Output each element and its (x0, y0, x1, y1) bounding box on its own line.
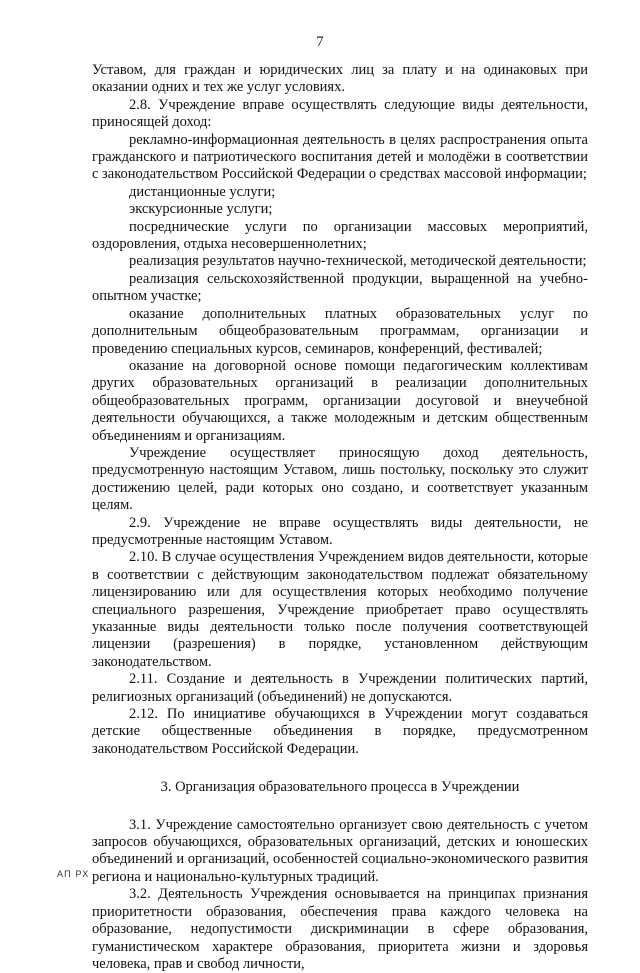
footer-mark: АП РХ (57, 869, 90, 879)
paragraph: реализация результатов научно-технической, методической деятельности; (129, 253, 587, 270)
document-body (92, 62, 588, 973)
paragraph: 2.10. В случае осуществления Учреждением видов деятельности, которые в соответствии с действующим законодательством подлежат обязательному лицензированию или для осуществления которых необходимо получение специального разрешения, Учреждение приобретает право осуществлять указанные виды деятельности только после получения соответствующей лицензии (разрешения) в порядке, установленном действующим законодательством. (92, 549, 588, 670)
paragraph: 2.12. По инициативе обучающихся в Учреждении могут создаваться детские общественные объединения в порядке, предусмотренном законодательством Российской Федерации. (92, 706, 588, 757)
paragraph: 2.11. Создание и деятельность в Учреждении политических партий, религиозных организаций (объединений) не допускаются. (92, 671, 588, 705)
paragraph: дистанционные услуги; (129, 183, 276, 200)
paragraph: оказание на договорной основе помощи педагогическим коллективам других образовательных организаций в реализации дополнительных общеобразовательных программ, организации досуговой и внеучебной деятельности обучающихся, а также молодежным и детским общественным объединениям и организациям. (92, 357, 588, 444)
paragraph: реализация сельскохозяйственной продукции, выращенной на учебно-опытном участке; (92, 270, 588, 305)
section-title: 3. Организация образовательного процесса в Учреждении (160, 779, 520, 796)
paragraph: Учреждение осуществляет приносящую доход деятельность, предусмотренную настоящим Уставом, лишь постольку, поскольку это служит достижению целей, ради которых оно создано, и соответствует указанным целям. (92, 444, 588, 514)
page-number: 7 (316, 34, 324, 50)
paragraph: рекламно-информационная деятельность в целях распространения опыта гражданского и патриотического воспитания детей и молодёжи в соответствии с законодательством Российской Федерации о средствах массовой информации; (92, 131, 588, 183)
paragraph: 3.1. Учреждение самостоятельно организует свою деятельность с учетом запросов обучающихся, образовательных организаций, детских и юношеских объединений и организаций, особенностей социально-экономического развития региона и национально-культурных традиций. (92, 816, 588, 885)
paragraph: 2.8. Учреждение вправе осуществлять следующие виды деятельности, приносящей доход: (92, 96, 588, 131)
section-2-paragraphs (92, 62, 588, 758)
paragraph: экскурсионные услуги; (129, 201, 273, 218)
section-3-paragraphs (92, 817, 588, 973)
paragraph: 2.9. Учреждение не вправе осуществлять виды деятельности, не предусмотренные настоящим Уставом. (92, 514, 588, 548)
paragraph: 3.2. Деятельность Учреждения основывается на принципах признания приоритетности образования, обеспечения права каждого человека на образование, недопустимости дискриминации в сфере образования, гуманистическом характере образования, приоритета жизни и здоровья человека, прав и свобод личности, (92, 886, 588, 972)
paragraph: оказание дополнительных платных образовательных услуг по дополнительным общеобразовательным программам, организации и проведению специальных курсов, семинаров, конференций, фестивалей; (92, 305, 588, 357)
paragraph: посреднические услуги по организации массовых мероприятий, оздоровления, отдыха несовершеннолетних; (92, 218, 588, 253)
paragraph: Уставом, для граждан и юридических лиц за плату и на одинаковых при оказании одних и тех же услуг условиях. (92, 62, 588, 96)
